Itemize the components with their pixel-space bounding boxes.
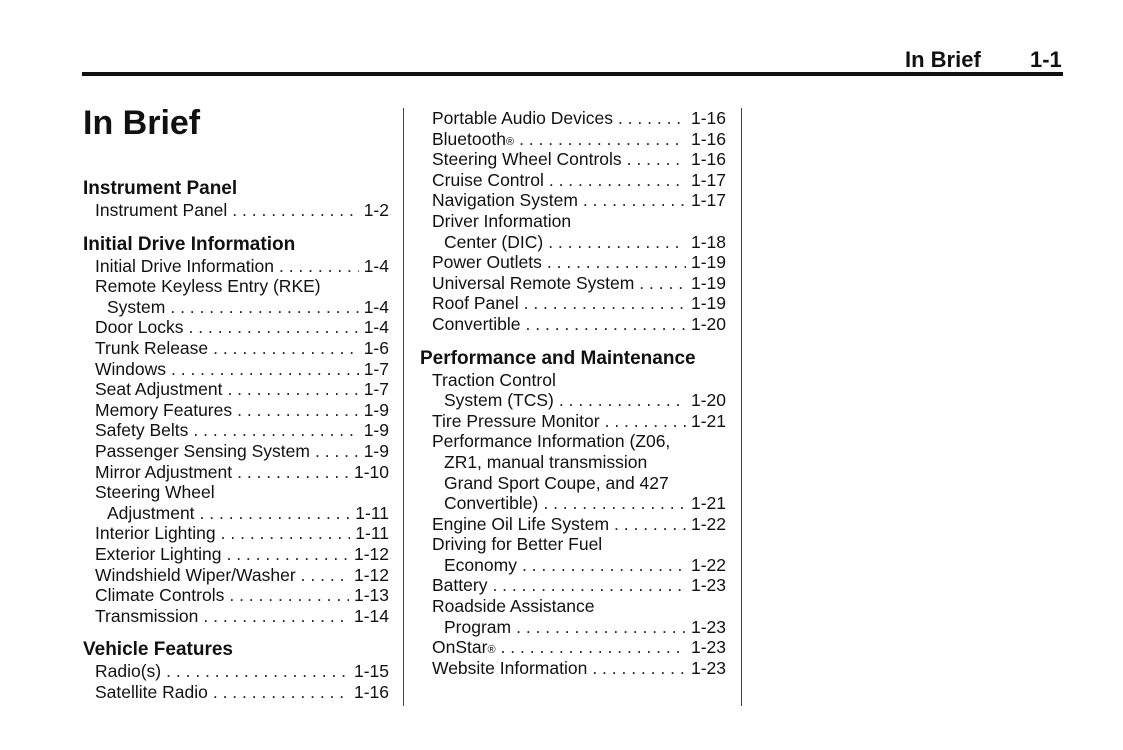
entry-text: System [107, 296, 166, 317]
toc-entry-initial-drive-information[interactable] [83, 256, 389, 277]
page-ref: 1-22 [690, 513, 726, 534]
page-ref: 1-19 [690, 252, 726, 273]
page-ref: 1-22 [690, 554, 726, 575]
toc-entry-door-locks[interactable] [83, 317, 389, 338]
entry-text: Transmission [95, 605, 199, 626]
toc-entry-universal-remote-system[interactable] [420, 273, 726, 294]
toc-entry-portable-audio-devices[interactable] [420, 108, 726, 129]
toc-entry-power-outlets[interactable] [420, 252, 726, 273]
entry-text: Cruise Control [432, 169, 544, 190]
toc-entry-interior-lighting[interactable] [83, 523, 389, 544]
section-heading: Performance and Maintenance [420, 347, 696, 369]
page-ref: 1-23 [690, 657, 726, 678]
toc-entry-engine-oil-life-system[interactable] [420, 514, 726, 535]
page-ref: 1-16 [353, 681, 389, 702]
entry-text: Memory Features [95, 399, 233, 420]
toc-entry-driving-for-better-fuel[interactable] [420, 534, 726, 575]
dot-leader [549, 170, 686, 191]
page-ref: 1-20 [690, 313, 726, 334]
header-rule [82, 72, 1063, 76]
dot-leader [639, 273, 686, 294]
dot-leader [315, 441, 359, 462]
page-ref: 1-4 [363, 296, 389, 317]
entry-text: Performance Information (Z06, [432, 431, 671, 452]
entry-text: Roadside Assistance [432, 596, 595, 617]
page-ref: 1-12 [353, 543, 389, 564]
dot-leader [227, 379, 358, 400]
dot-leader [492, 575, 686, 596]
page-ref: 1-9 [363, 420, 389, 441]
toc-entry-radio-s[interactable] [83, 661, 389, 682]
page-ref: 1-21 [690, 493, 726, 514]
dot-leader [232, 200, 358, 221]
entry-text: Door Locks [95, 317, 184, 338]
toc-entry-bluetooth[interactable]: Bluetooth ® . . . 1-16 [420, 129, 726, 150]
entry-text: Steering Wheel Controls [432, 149, 622, 170]
toc-entry-website-information[interactable] [420, 658, 726, 679]
dot-leader [221, 523, 351, 544]
entry-text: Exterior Lighting [95, 543, 222, 564]
dot-leader [614, 514, 686, 535]
dot-leader [519, 129, 686, 150]
entry-text: Economy [444, 554, 517, 575]
dot-leader [301, 565, 349, 586]
dot-leader [237, 462, 349, 483]
entry-text: Navigation System [432, 190, 578, 211]
page-ref: 1-12 [353, 564, 389, 585]
page-ref: 1-2 [363, 200, 389, 220]
toc-entry-driver-information[interactable] [420, 211, 726, 252]
toc-entry-convertible[interactable] [420, 314, 726, 335]
page-ref: 1-9 [363, 399, 389, 420]
entry-text: Engine Oil Life System [432, 513, 610, 534]
section-heading: Vehicle Features [83, 639, 233, 661]
page-ref: 1-7 [363, 358, 389, 379]
dot-leader [279, 256, 359, 277]
toc-entry-safety-belts[interactable] [83, 420, 389, 441]
toc-entry-passenger-sensing-system[interactable] [83, 441, 389, 462]
page-ref: 1-14 [353, 605, 389, 626]
entry-text: Battery [432, 575, 488, 596]
dot-leader [213, 682, 349, 703]
page-ref: 1-16 [690, 108, 726, 128]
entry-text: Traction Control [432, 369, 556, 390]
dot-leader [559, 390, 686, 411]
toc-entry-transmission[interactable] [83, 606, 389, 627]
page-ref: 1-6 [363, 337, 389, 358]
section-heading: Instrument Panel [83, 178, 238, 199]
dot-leader [548, 232, 686, 253]
entry-text: Center (DIC) [444, 231, 544, 252]
page-ref: 1-4 [363, 255, 389, 276]
page-ref: 1-23 [690, 616, 726, 637]
page-number: 1-1 [1030, 47, 1062, 72]
entry-text: Climate Controls [95, 585, 225, 606]
entry-text: Remote Keyless Entry (RKE) [95, 276, 321, 297]
entry-text: Tire Pressure Monitor [432, 410, 600, 431]
dot-leader [605, 411, 686, 432]
dot-leader [501, 637, 686, 658]
entry-text: Website Information [432, 657, 588, 678]
entry-text: Interior Lighting [95, 523, 216, 544]
dot-leader [522, 555, 686, 576]
entry-text: Passenger Sensing System [95, 440, 310, 461]
page-header-title: In Brief [905, 47, 981, 72]
toc-entry-mirror-adjustment[interactable] [83, 462, 389, 483]
page-ref: 1-16 [690, 149, 726, 170]
entry-text: Radio(s) [95, 661, 162, 682]
page-ref: 1-15 [353, 661, 389, 682]
dot-leader [547, 252, 686, 273]
entry-text: Power Outlets [432, 252, 542, 273]
entry-text: Convertible) [444, 493, 539, 514]
dot-leader [170, 297, 358, 318]
page-ref: 1-19 [690, 272, 726, 293]
page-ref: 1-23 [690, 575, 726, 596]
dot-leader [203, 606, 349, 627]
page-ref: 1-21 [690, 410, 726, 431]
page-ref: 1-10 [353, 461, 389, 482]
dot-leader [627, 149, 686, 170]
entry-text: Safety Belts [95, 420, 189, 441]
toc-entry-steering-wheel-controls[interactable] [420, 149, 726, 170]
entry-text: Bluetooth [432, 128, 506, 149]
entry-text: Roof Panel [432, 293, 519, 314]
page-ref: 1-4 [363, 317, 389, 338]
entry-text: Steering Wheel [95, 482, 215, 503]
entry-text: ZR1, manual transmission [444, 451, 648, 472]
entry-text: Windshield Wiper/Washer [95, 564, 296, 585]
toc-entry-cruise-control[interactable] [420, 170, 726, 191]
chapter-title: In Brief [83, 104, 201, 142]
dot-leader [526, 314, 686, 335]
dot-leader [229, 585, 349, 606]
entry-text: Instrument Panel [95, 200, 228, 220]
dot-leader [189, 317, 359, 338]
entry-text: Universal Remote System [432, 272, 635, 293]
page-ref: 1-13 [353, 585, 389, 606]
entry-text: Satellite Radio [95, 681, 208, 702]
column-divider [741, 108, 742, 706]
dot-leader [543, 493, 686, 514]
dot-leader [524, 293, 686, 314]
entry-text: Adjustment [107, 502, 195, 523]
entry-text: Driver Information [432, 210, 572, 231]
entry-text: Portable Audio Devices [432, 108, 613, 128]
toc-entry-roadside-assistance[interactable] [420, 596, 726, 637]
entry-text: Seat Adjustment [95, 379, 223, 400]
toc-entry-trunk-release[interactable] [83, 338, 389, 359]
page-ref: 1-7 [363, 379, 389, 400]
entry-text: Program [444, 616, 512, 637]
toc-entry-instrument-panel[interactable] [83, 200, 389, 221]
dot-leader [618, 108, 686, 129]
entry-text: Mirror Adjustment [95, 461, 233, 482]
page-ref: 1-16 [690, 128, 726, 149]
dot-leader [592, 658, 686, 679]
dot-leader [516, 617, 686, 638]
entry-text: Initial Drive Information [95, 255, 274, 276]
toc-entry-satellite-radio[interactable] [83, 682, 389, 703]
toc-entry-performance-information-z06[interactable] [420, 431, 726, 513]
toc-entry-navigation-system[interactable] [420, 190, 726, 211]
page-ref: 1-17 [690, 190, 726, 211]
toc-entry-traction-control[interactable] [420, 370, 726, 411]
page-ref: 1-11 [355, 502, 389, 523]
toc-entry-roof-panel[interactable] [420, 293, 726, 314]
page-ref: 1-20 [690, 390, 726, 411]
toc-entry-exterior-lighting[interactable] [83, 544, 389, 565]
page-ref: 1-9 [363, 440, 389, 461]
toc-entry-windshield-wiper-washer[interactable] [83, 565, 389, 586]
toc-entry-onstar[interactable]: OnStar ® . . . 1-23 [420, 637, 726, 658]
page-ref: 1-11 [355, 523, 389, 544]
page-ref: 1-18 [690, 231, 726, 252]
entry-text: Convertible [432, 313, 521, 334]
dot-leader [226, 544, 349, 565]
dot-leader [171, 359, 359, 380]
toc-entry-climate-controls[interactable] [83, 585, 389, 606]
entry-text: Trunk Release [95, 337, 209, 358]
dot-leader [166, 661, 349, 682]
toc-entry-memory-features[interactable] [83, 400, 389, 421]
dot-leader [583, 190, 686, 211]
column-divider [403, 108, 404, 706]
entry-text: Windows [95, 358, 166, 379]
toc-entry-steering-wheel[interactable] [83, 482, 389, 523]
dot-leader [200, 503, 351, 524]
page-ref: 1-23 [690, 637, 726, 658]
toc-entry-windows[interactable] [83, 359, 389, 380]
page-ref: 1-17 [690, 169, 726, 190]
toc-column-left [83, 178, 389, 702]
dot-leader [237, 400, 359, 421]
dot-leader [213, 338, 359, 359]
toc-entry-battery[interactable] [420, 575, 726, 596]
entry-text: System (TCS) [444, 390, 554, 411]
entry-text: Grand Sport Coupe, and 427 [444, 472, 669, 493]
toc-column-right [420, 108, 726, 678]
dot-leader [193, 420, 358, 441]
toc-entry-seat-adjustment[interactable] [83, 379, 389, 400]
toc-entry-tire-pressure-monitor[interactable] [420, 411, 726, 432]
toc-entry-remote-keyless-entry-rke[interactable] [83, 276, 389, 317]
entry-text: Driving for Better Fuel [432, 534, 603, 555]
section-heading: Initial Drive Information [83, 233, 296, 255]
page-ref: 1-19 [690, 293, 726, 314]
entry-text: OnStar [432, 637, 488, 658]
